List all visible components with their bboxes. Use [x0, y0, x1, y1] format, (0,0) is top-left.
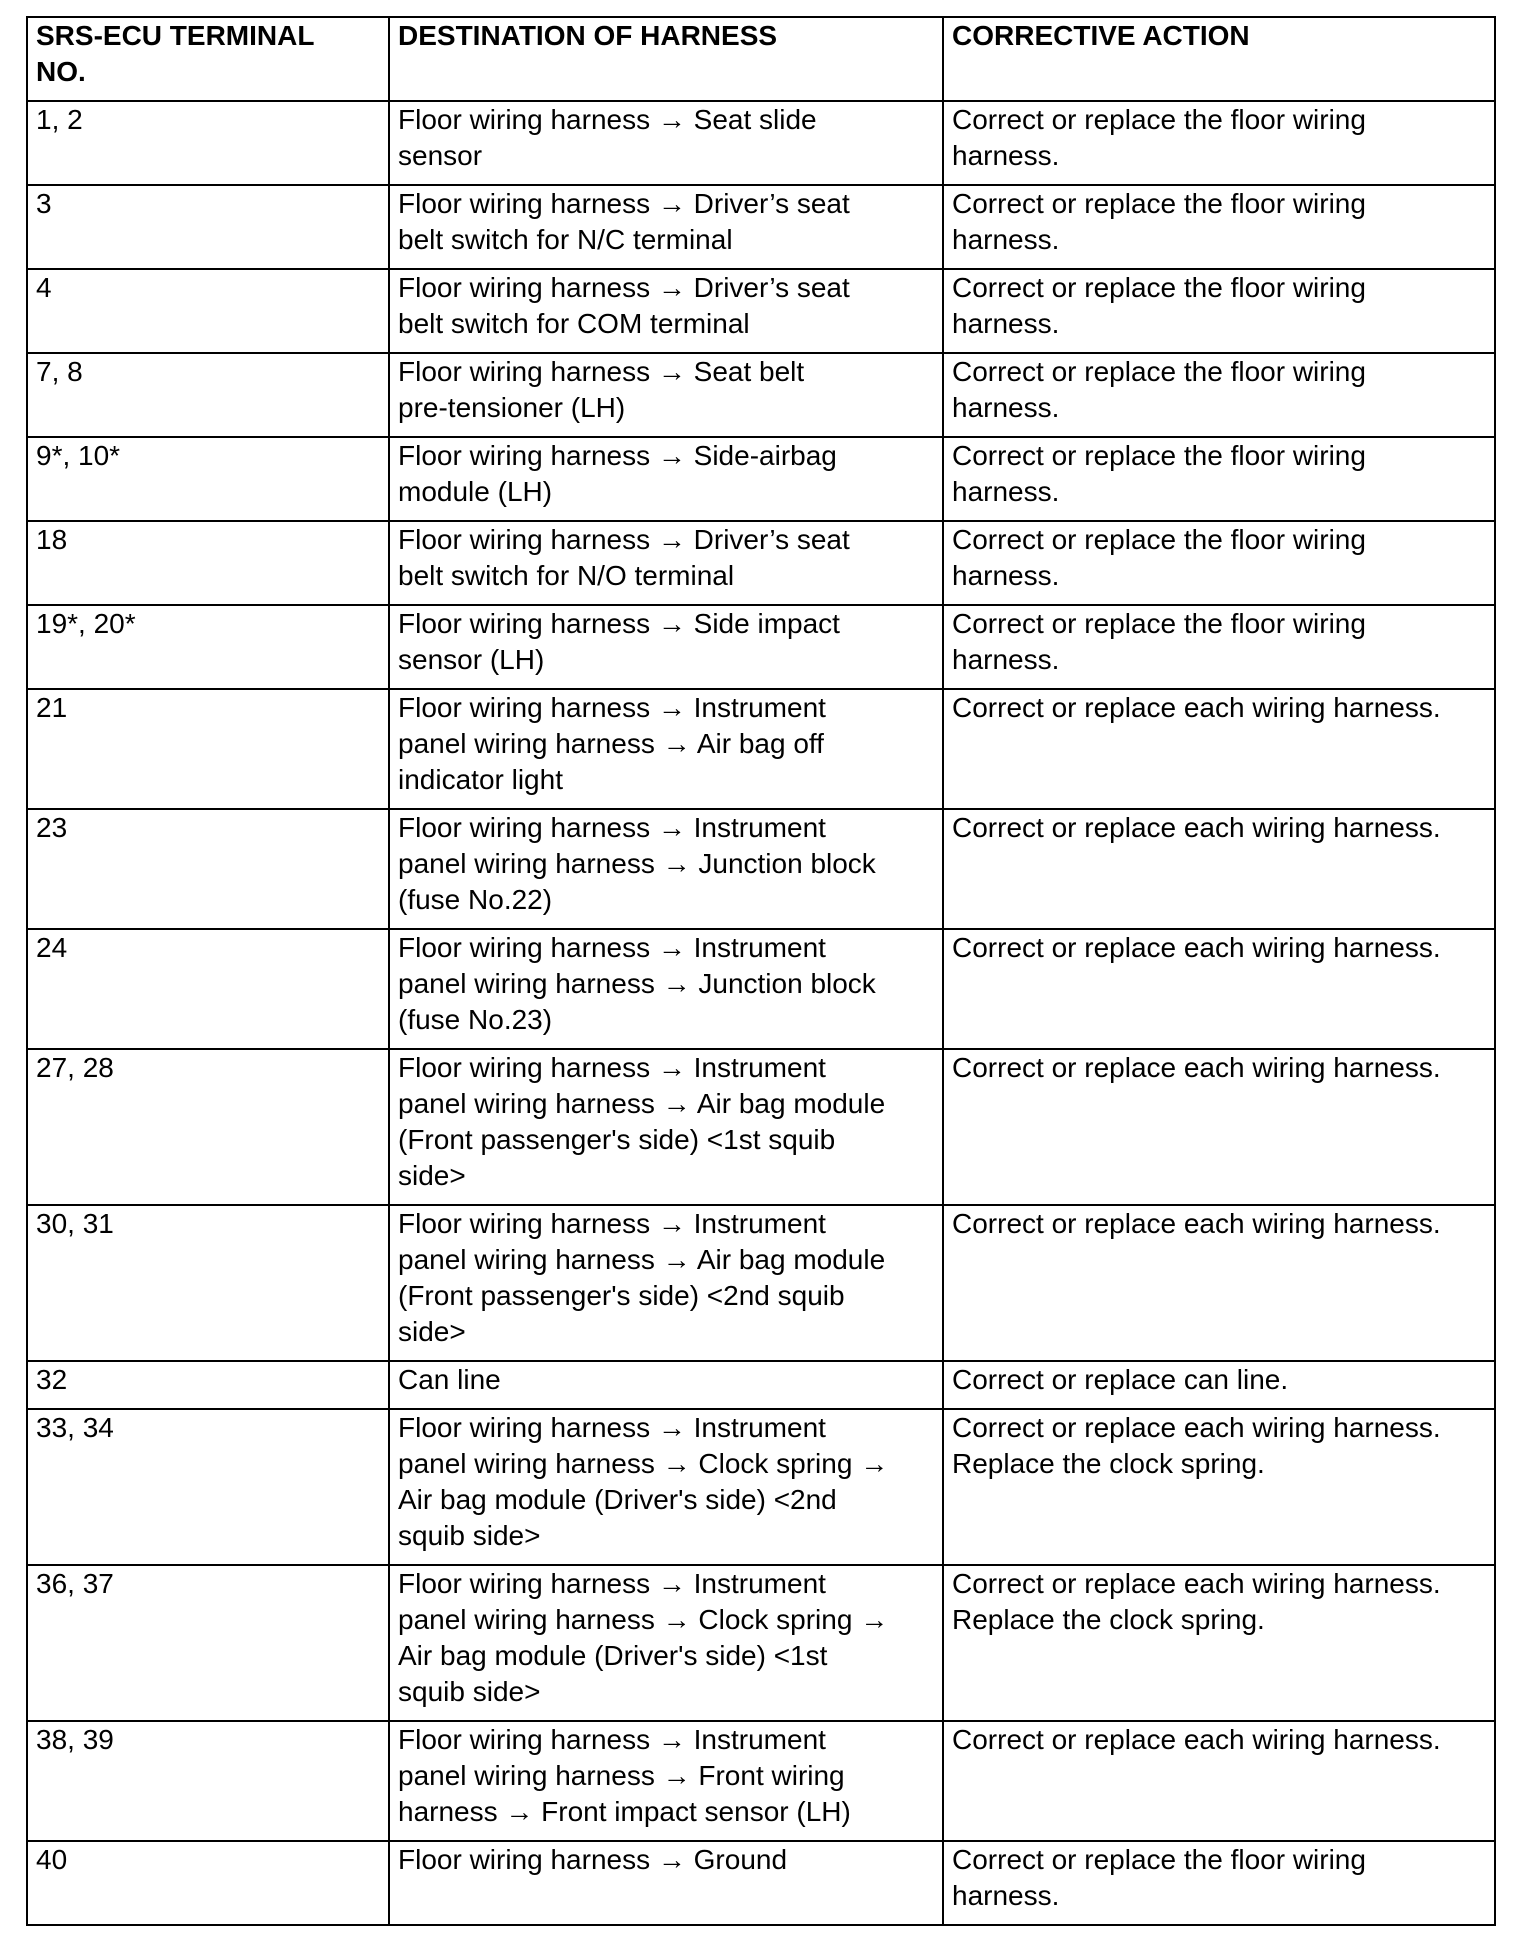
table-row [27, 1361, 1495, 1409]
table-row [27, 1049, 1495, 1205]
cell-terminal: 18 [27, 521, 389, 605]
cell-destination: Can line [389, 1361, 943, 1409]
cell-destination: Floor wiring harness → Side impact sensor (LH) [389, 605, 943, 689]
cell-action: Correct or replace each wiring harness. [943, 1049, 1495, 1205]
cell-destination: Floor wiring harness → Instrument panel wiring harness → Junction block (fuse No.22) [389, 809, 943, 929]
cell-action: Correct or replace each wiring harness. Replace the clock spring. [943, 1565, 1495, 1721]
cell-terminal: 40 [27, 1841, 389, 1925]
cell-action: Correct or replace the floor wiring harness. [943, 353, 1495, 437]
cell-terminal: 9*, 10* [27, 437, 389, 521]
cell-action: Correct or replace the floor wiring harness. [943, 269, 1495, 353]
table-row [27, 101, 1495, 185]
cell-destination: Floor wiring harness → Driver’s seat belt switch for COM terminal [389, 269, 943, 353]
cell-terminal: 30, 31 [27, 1205, 389, 1361]
cell-destination: Floor wiring harness → Ground [389, 1841, 943, 1925]
cell-action: Correct or replace each wiring harness. [943, 1721, 1495, 1841]
cell-destination: Floor wiring harness → Instrument panel wiring harness → Clock spring → Air bag module (Driver's side) <2nd squib side> [389, 1409, 943, 1565]
cell-destination: Floor wiring harness → Instrument panel wiring harness → Junction block (fuse No.23) [389, 929, 943, 1049]
cell-terminal: 36, 37 [27, 1565, 389, 1721]
table-row [27, 1565, 1495, 1721]
cell-action: Correct or replace the floor wiring harness. [943, 1841, 1495, 1925]
cell-action: Correct or replace each wiring harness. [943, 809, 1495, 929]
table-row [27, 1409, 1495, 1565]
cell-destination: Floor wiring harness → Instrument panel wiring harness → Air bag off indicator light [389, 689, 943, 809]
cell-terminal: 19*, 20* [27, 605, 389, 689]
cell-destination: Floor wiring harness → Seat slide sensor [389, 101, 943, 185]
table-row [27, 353, 1495, 437]
table-row [27, 605, 1495, 689]
table-row [27, 1841, 1495, 1925]
cell-action: Correct or replace can line. [943, 1361, 1495, 1409]
table-row [27, 521, 1495, 605]
cell-terminal: 4 [27, 269, 389, 353]
cell-destination: Floor wiring harness → Driver’s seat belt switch for N/C terminal [389, 185, 943, 269]
cell-terminal: 23 [27, 809, 389, 929]
cell-terminal: 24 [27, 929, 389, 1049]
header-destination: DESTINATION OF HARNESS [389, 17, 943, 101]
cell-action: Correct or replace the floor wiring harness. [943, 521, 1495, 605]
cell-destination: Floor wiring harness → Instrument panel wiring harness → Clock spring → Air bag module (Driver's side) <1st squib side> [389, 1565, 943, 1721]
cell-action: Correct or replace the floor wiring harness. [943, 185, 1495, 269]
cell-terminal: 21 [27, 689, 389, 809]
table-row [27, 929, 1495, 1049]
table-row [27, 689, 1495, 809]
header-terminal: SRS-ECU TERMINAL NO. [27, 17, 389, 101]
cell-terminal: 7, 8 [27, 353, 389, 437]
cell-terminal: 27, 28 [27, 1049, 389, 1205]
cell-action: Correct or replace each wiring harness. [943, 929, 1495, 1049]
cell-terminal: 33, 34 [27, 1409, 389, 1565]
cell-destination: Floor wiring harness → Driver’s seat belt switch for N/O terminal [389, 521, 943, 605]
header-action: CORRECTIVE ACTION [943, 17, 1495, 101]
harness-table [26, 16, 1496, 1926]
cell-action: Correct or replace the floor wiring harness. [943, 605, 1495, 689]
cell-destination: Floor wiring harness → Side-airbag module (LH) [389, 437, 943, 521]
table-row [27, 269, 1495, 353]
cell-action: Correct or replace the floor wiring harness. [943, 437, 1495, 521]
cell-terminal: 32 [27, 1361, 389, 1409]
cell-terminal: 38, 39 [27, 1721, 389, 1841]
cell-action: Correct or replace each wiring harness. [943, 689, 1495, 809]
cell-action: Correct or replace the floor wiring harness. [943, 101, 1495, 185]
table-row [27, 1721, 1495, 1841]
cell-terminal: 1, 2 [27, 101, 389, 185]
table-row [27, 809, 1495, 929]
header-row [27, 17, 1495, 101]
table-row [27, 185, 1495, 269]
cell-terminal: 3 [27, 185, 389, 269]
cell-destination: Floor wiring harness → Instrument panel wiring harness → Air bag module (Front passenger's side) <1st squib side> [389, 1049, 943, 1205]
table-row [27, 1205, 1495, 1361]
cell-action: Correct or replace each wiring harness. Replace the clock spring. [943, 1409, 1495, 1565]
table-row [27, 437, 1495, 521]
cell-destination: Floor wiring harness → Seat belt pre-tensioner (LH) [389, 353, 943, 437]
cell-destination: Floor wiring harness → Instrument panel wiring harness → Front wiring harness → Front impact sensor (LH) [389, 1721, 943, 1841]
cell-destination: Floor wiring harness → Instrument panel wiring harness → Air bag module (Front passenger's side) <2nd squib side> [389, 1205, 943, 1361]
cell-action: Correct or replace each wiring harness. [943, 1205, 1495, 1361]
